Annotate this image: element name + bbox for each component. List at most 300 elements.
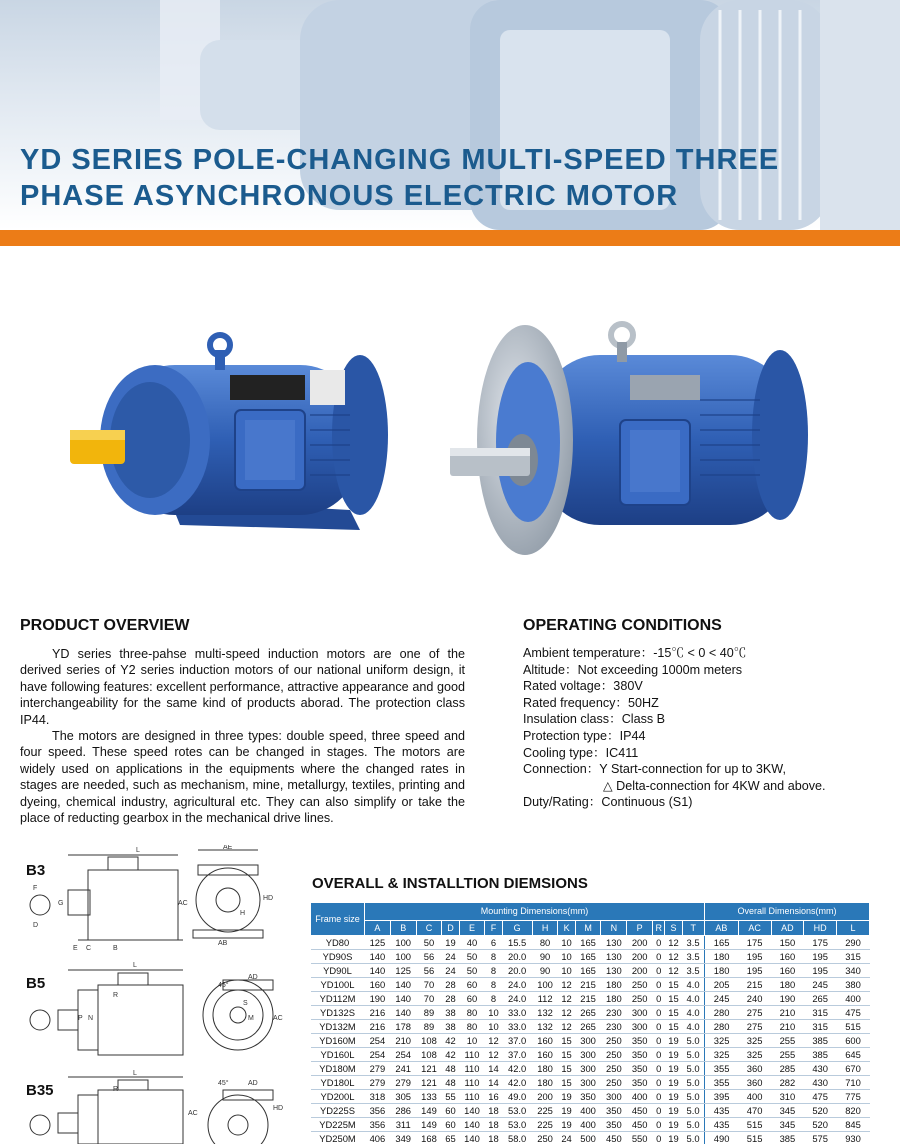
table-row xyxy=(311,1090,870,1104)
table-cell: 15 xyxy=(665,1006,682,1020)
table-cell: 450 xyxy=(627,1104,653,1118)
table-cell: 55 xyxy=(442,1090,459,1104)
column-header-d: D xyxy=(442,921,459,936)
table-cell: 18 xyxy=(485,1104,502,1118)
table-cell: 325 xyxy=(704,1034,738,1048)
table-cell: 175 xyxy=(804,936,837,950)
table-cell: 350 xyxy=(627,1034,653,1048)
overview-paragraph-1: YD series three-pahse multi-speed induction motors are one of the derived series of Y2 series induction motors of our national uniform design, it have following features: excellent performance, attractive appearance and good interchangeability for the same kind of products aborad. The protection class IP44. xyxy=(20,647,465,727)
column-header-m: M xyxy=(575,921,601,936)
table-cell: 15 xyxy=(558,1062,575,1076)
table-cell: 210 xyxy=(771,1020,804,1034)
table-cell: 38 xyxy=(442,1006,459,1020)
condition-protection: Protection type：IP44 xyxy=(523,728,646,743)
column-header-n: N xyxy=(601,921,627,936)
table-cell: 19 xyxy=(665,1062,682,1076)
table-cell: 140 xyxy=(365,964,391,978)
table-cell: 195 xyxy=(804,950,837,964)
table-row xyxy=(311,1020,870,1034)
table-cell: 350 xyxy=(627,1062,653,1076)
table-cell: 180 xyxy=(704,950,738,964)
table-row xyxy=(311,1132,870,1144)
table-cell: 12 xyxy=(665,964,682,978)
condition-connection: Connection：Y Start-connection for up to 3KW, xyxy=(523,762,786,777)
column-header-s: S xyxy=(665,921,682,936)
table-cell: 435 xyxy=(704,1104,738,1118)
table-cell: 130 xyxy=(601,936,627,950)
table-cell: 475 xyxy=(804,1090,837,1104)
table-cell: 40 xyxy=(459,936,485,950)
drawing-label-b35: B35 xyxy=(26,1082,54,1099)
table-cell: 215 xyxy=(575,992,601,1006)
table-cell: 190 xyxy=(771,992,804,1006)
table-cell: 265 xyxy=(575,1006,601,1020)
table-cell: 15 xyxy=(558,1048,575,1062)
frame-size-cell: YD180L xyxy=(311,1076,365,1090)
table-cell: 930 xyxy=(837,1132,870,1144)
table-cell: 575 xyxy=(804,1132,837,1144)
table-cell: 400 xyxy=(575,1118,601,1132)
table-cell: 175 xyxy=(738,936,771,950)
table-cell: 14 xyxy=(485,1062,502,1076)
table-cell: 254 xyxy=(365,1034,391,1048)
frame-size-cell: YD90S xyxy=(311,950,365,964)
table-cell: 12 xyxy=(665,936,682,950)
svg-text:G: G xyxy=(58,900,64,907)
table-cell: 195 xyxy=(804,964,837,978)
table-cell: 50 xyxy=(459,950,485,964)
table-cell: 53.0 xyxy=(502,1104,532,1118)
table-cell: 475 xyxy=(837,1006,870,1020)
condition-frequency: Rated frequency：50HZ xyxy=(523,695,659,710)
table-cell: 3.5 xyxy=(682,964,704,978)
svg-text:AC: AC xyxy=(273,1015,283,1022)
table-cell: 42 xyxy=(442,1048,459,1062)
table-cell: 12 xyxy=(665,950,682,964)
table-cell: 406 xyxy=(365,1132,391,1144)
table-cell: 132 xyxy=(532,1006,558,1020)
svg-text:AE: AE xyxy=(223,845,233,851)
table-cell: 210 xyxy=(390,1034,416,1048)
table-cell: 4.0 xyxy=(682,978,704,992)
table-cell: 100 xyxy=(390,936,416,950)
table-cell: 300 xyxy=(575,1062,601,1076)
table-cell: 0 xyxy=(653,964,665,978)
table-cell: 350 xyxy=(601,1104,627,1118)
table-cell: 130 xyxy=(601,950,627,964)
table-cell: 520 xyxy=(804,1118,837,1132)
condition-ambient: Ambient temperature：-15℃ < 0 < 40℃ xyxy=(523,646,747,660)
table-cell: 140 xyxy=(390,992,416,1006)
table-cell: 33.0 xyxy=(502,1006,532,1020)
table-cell: 400 xyxy=(575,1104,601,1118)
table-cell: 400 xyxy=(627,1090,653,1104)
table-cell: 90 xyxy=(532,950,558,964)
frame-size-cell: YD80 xyxy=(311,936,365,950)
table-cell: 80 xyxy=(532,936,558,950)
table-cell: 285 xyxy=(771,1062,804,1076)
table-cell: 19 xyxy=(442,936,459,950)
table-cell: 230 xyxy=(601,1006,627,1020)
table-cell: 19 xyxy=(665,1090,682,1104)
table-cell: 325 xyxy=(704,1048,738,1062)
table-cell: 210 xyxy=(771,1006,804,1020)
table-cell: 300 xyxy=(575,1034,601,1048)
svg-text:D: D xyxy=(33,922,39,929)
column-header-row xyxy=(311,921,870,936)
table-cell: 121 xyxy=(416,1062,442,1076)
table-cell: 140 xyxy=(390,978,416,992)
table-cell: 90 xyxy=(532,964,558,978)
table-cell: 110 xyxy=(459,1048,485,1062)
table-cell: 0 xyxy=(653,936,665,950)
table-cell: 20.0 xyxy=(502,950,532,964)
table-cell: 470 xyxy=(738,1104,771,1118)
svg-text:L: L xyxy=(133,1070,137,1077)
table-cell: 250 xyxy=(601,1062,627,1076)
table-cell: 265 xyxy=(804,992,837,1006)
column-header-ac: AC xyxy=(738,921,771,936)
table-cell: 380 xyxy=(837,978,870,992)
table-cell: 160 xyxy=(532,1034,558,1048)
table-cell: 33.0 xyxy=(502,1020,532,1034)
table-cell: 108 xyxy=(416,1034,442,1048)
table-cell: 315 xyxy=(804,1020,837,1034)
table-cell: 38 xyxy=(442,1020,459,1034)
table-cell: 280 xyxy=(704,1006,738,1020)
table-cell: 5.0 xyxy=(682,1062,704,1076)
column-header-k: K xyxy=(558,921,575,936)
table-row xyxy=(311,978,870,992)
table-cell: 12 xyxy=(558,1006,575,1020)
column-header-t: T xyxy=(682,921,704,936)
condition-cooling: Cooling type：IC411 xyxy=(523,745,639,760)
table-cell: 19 xyxy=(665,1076,682,1090)
condition-insulation: Insulation class：Class B xyxy=(523,712,666,727)
table-cell: 3.5 xyxy=(682,936,704,950)
table-cell: 216 xyxy=(365,1020,391,1034)
table-cell: 110 xyxy=(459,1076,485,1090)
table-cell: 48 xyxy=(442,1076,459,1090)
table-cell: 10 xyxy=(558,936,575,950)
table-cell: 8 xyxy=(485,992,502,1006)
table-cell: 5.0 xyxy=(682,1118,704,1132)
table-cell: 65 xyxy=(442,1132,459,1144)
table-cell: 290 xyxy=(837,936,870,950)
table-cell: 132 xyxy=(532,1020,558,1034)
table-cell: 0 xyxy=(653,1020,665,1034)
svg-text:L: L xyxy=(136,847,140,854)
drawing-label-b5: B5 xyxy=(26,975,46,992)
dimensions-table xyxy=(310,902,870,1144)
table-cell: 205 xyxy=(704,978,738,992)
dimensions-table-body xyxy=(311,936,870,1144)
svg-text:E: E xyxy=(73,945,78,952)
table-cell: 515 xyxy=(738,1118,771,1132)
table-cell: 230 xyxy=(601,1020,627,1034)
table-cell: 200 xyxy=(627,950,653,964)
drawing-label-b3: B3 xyxy=(26,862,46,879)
frame-size-cell: YD90L xyxy=(311,964,365,978)
table-cell: 15.5 xyxy=(502,936,532,950)
column-header-ad: AD xyxy=(771,921,804,936)
table-cell: 0 xyxy=(653,1104,665,1118)
table-cell: 8 xyxy=(485,950,502,964)
table-cell: 0 xyxy=(653,950,665,964)
table-cell: 5.0 xyxy=(682,1132,704,1144)
table-cell: 345 xyxy=(771,1104,804,1118)
table-cell: 435 xyxy=(704,1118,738,1132)
table-cell: 0 xyxy=(653,1048,665,1062)
table-cell: 8 xyxy=(485,978,502,992)
table-cell: 180 xyxy=(601,992,627,1006)
table-cell: 140 xyxy=(459,1104,485,1118)
table-cell: 125 xyxy=(365,936,391,950)
table-cell: 89 xyxy=(416,1006,442,1020)
table-cell: 24.0 xyxy=(502,992,532,1006)
table-cell: 80 xyxy=(459,1006,485,1020)
table-cell: 180 xyxy=(532,1076,558,1090)
table-cell: 195 xyxy=(738,964,771,978)
table-cell: 250 xyxy=(601,1048,627,1062)
table-cell: 12 xyxy=(558,1020,575,1034)
frame-size-cell: YD132S xyxy=(311,1006,365,1020)
condition-connection-delta: △ Delta-connection for 4KW and above. xyxy=(603,778,826,793)
table-cell: 60 xyxy=(459,992,485,1006)
table-cell: 400 xyxy=(837,992,870,1006)
table-cell: 0 xyxy=(653,1118,665,1132)
table-cell: 60 xyxy=(459,978,485,992)
table-cell: 300 xyxy=(627,1020,653,1034)
table-cell: 0 xyxy=(653,1132,665,1144)
table-cell: 140 xyxy=(390,1006,416,1020)
svg-text:45°: 45° xyxy=(218,982,229,989)
table-cell: 14 xyxy=(485,1076,502,1090)
table-cell: 20.0 xyxy=(502,964,532,978)
table-cell: 108 xyxy=(416,1048,442,1062)
table-cell: 200 xyxy=(532,1090,558,1104)
table-cell: 311 xyxy=(390,1118,416,1132)
table-cell: 200 xyxy=(627,964,653,978)
table-cell: 19 xyxy=(665,1118,682,1132)
table-cell: 4.0 xyxy=(682,1020,704,1034)
svg-text:F: F xyxy=(33,885,38,892)
table-cell: 360 xyxy=(738,1076,771,1090)
table-cell: 340 xyxy=(837,964,870,978)
operating-conditions-list xyxy=(523,645,893,811)
table-cell: 5.0 xyxy=(682,1034,704,1048)
table-cell: 3.5 xyxy=(682,950,704,964)
table-cell: 15 xyxy=(558,1076,575,1090)
table-cell: 250 xyxy=(532,1132,558,1144)
table-cell: 216 xyxy=(365,1006,391,1020)
frame-size-cell: YD225S xyxy=(311,1104,365,1118)
table-cell: 4.0 xyxy=(682,992,704,1006)
hero-banner xyxy=(0,0,900,230)
product-overview-text xyxy=(20,646,465,826)
table-cell: 240 xyxy=(738,992,771,1006)
table-cell: 8 xyxy=(485,964,502,978)
table-cell: 42.0 xyxy=(502,1062,532,1076)
table-cell: 0 xyxy=(653,1090,665,1104)
table-row xyxy=(311,950,870,964)
column-header-g: G xyxy=(502,921,532,936)
table-cell: 250 xyxy=(601,1034,627,1048)
table-cell: 121 xyxy=(416,1076,442,1090)
table-cell: 150 xyxy=(771,936,804,950)
table-cell: 0 xyxy=(653,1034,665,1048)
table-cell: 0 xyxy=(653,1076,665,1090)
table-cell: 500 xyxy=(575,1132,601,1144)
table-cell: 255 xyxy=(771,1048,804,1062)
table-cell: 315 xyxy=(804,1006,837,1020)
svg-text:AD: AD xyxy=(248,974,258,981)
table-cell: 180 xyxy=(601,978,627,992)
table-cell: 254 xyxy=(390,1048,416,1062)
operating-conditions-heading: OPERATING CONDITIONS xyxy=(523,617,722,634)
table-cell: 133 xyxy=(416,1090,442,1104)
table-cell: 12 xyxy=(558,992,575,1006)
table-cell: 845 xyxy=(837,1118,870,1132)
table-cell: 355 xyxy=(704,1062,738,1076)
table-cell: 28 xyxy=(442,992,459,1006)
svg-text:AC: AC xyxy=(188,1110,198,1117)
table-cell: 250 xyxy=(601,1076,627,1090)
table-cell: 310 xyxy=(771,1090,804,1104)
column-header-b: B xyxy=(390,921,416,936)
table-cell: 385 xyxy=(804,1048,837,1062)
table-cell: 670 xyxy=(837,1062,870,1076)
table-cell: 300 xyxy=(627,1006,653,1020)
table-row xyxy=(311,1062,870,1076)
table-cell: 0 xyxy=(653,978,665,992)
frame-size-header: Frame size xyxy=(311,903,365,936)
svg-text:AB: AB xyxy=(218,940,228,947)
column-header-f: F xyxy=(485,921,502,936)
table-cell: 149 xyxy=(416,1104,442,1118)
table-cell: 350 xyxy=(601,1118,627,1132)
table-cell: 286 xyxy=(390,1104,416,1118)
table-cell: 300 xyxy=(601,1090,627,1104)
table-cell: 89 xyxy=(416,1020,442,1034)
table-cell: 10 xyxy=(485,1006,502,1020)
table-cell: 345 xyxy=(771,1118,804,1132)
table-cell: 280 xyxy=(704,1020,738,1034)
column-header-r: R xyxy=(653,921,665,936)
svg-text:S: S xyxy=(243,1000,248,1007)
column-header-h: H xyxy=(532,921,558,936)
page-title-line-2: PHASE ASYNCHRONOUS ELECTRIC MOTOR xyxy=(20,180,679,212)
table-cell: 18 xyxy=(485,1118,502,1132)
table-cell: 19 xyxy=(558,1118,575,1132)
table-cell: 450 xyxy=(627,1118,653,1132)
condition-voltage: Rated voltage：380V xyxy=(523,679,643,694)
dimension-drawings xyxy=(18,845,293,1144)
table-cell: 515 xyxy=(837,1020,870,1034)
svg-text:M: M xyxy=(248,1015,254,1022)
table-cell: 5.0 xyxy=(682,1076,704,1090)
table-row xyxy=(311,1048,870,1062)
table-cell: 5.0 xyxy=(682,1090,704,1104)
table-cell: 24.0 xyxy=(502,978,532,992)
table-cell: 490 xyxy=(704,1132,738,1144)
table-cell: 15 xyxy=(665,1020,682,1034)
table-cell: 165 xyxy=(575,950,601,964)
table-cell: 160 xyxy=(771,964,804,978)
table-cell: 190 xyxy=(365,992,391,1006)
table-cell: 0 xyxy=(653,1006,665,1020)
table-cell: 600 xyxy=(837,1034,870,1048)
table-cell: 10 xyxy=(558,964,575,978)
table-cell: 200 xyxy=(627,936,653,950)
column-header-l: L xyxy=(837,921,870,936)
table-cell: 60 xyxy=(442,1104,459,1118)
table-cell: 350 xyxy=(575,1090,601,1104)
table-cell: 5.0 xyxy=(682,1048,704,1062)
table-row xyxy=(311,1076,870,1090)
table-row xyxy=(311,1118,870,1132)
mounting-dimensions-header: Mounting Dimensions(mm) xyxy=(365,903,705,921)
overview-paragraph-2: The motors are designed in three types: double speed, three speed and four speed. These speed rotes can be changed in stages. The motors are widely used on applications in the equipments where the changed rates in stages are needed, such as mechanism, mine, metallurgy, textiles, printing and dyeing, chemical industry, agricultural etc. They can also simplify or take the place of reducting gearbox in the mechanical drive lines. xyxy=(20,729,465,826)
table-cell: 6 xyxy=(485,936,502,950)
table-cell: 10 xyxy=(459,1034,485,1048)
table-cell: 15 xyxy=(665,992,682,1006)
svg-text:HD: HD xyxy=(273,1105,284,1112)
table-cell: 450 xyxy=(601,1132,627,1144)
table-cell: 12 xyxy=(485,1048,502,1062)
table-cell: 265 xyxy=(575,1020,601,1034)
condition-altitude: Altitude：Not exceeding 1000m meters xyxy=(523,662,743,677)
table-cell: 520 xyxy=(804,1104,837,1118)
table-cell: 160 xyxy=(532,1048,558,1062)
table-row xyxy=(311,992,870,1006)
table-cell: 645 xyxy=(837,1048,870,1062)
table-cell: 355 xyxy=(704,1076,738,1090)
table-cell: 315 xyxy=(837,950,870,964)
table-cell: 250 xyxy=(627,992,653,1006)
table-cell: 160 xyxy=(365,978,391,992)
table-cell: 279 xyxy=(365,1062,391,1076)
column-header-ab: AB xyxy=(704,921,738,936)
table-cell: 245 xyxy=(704,992,738,1006)
accent-bar xyxy=(0,230,900,246)
table-cell: 48 xyxy=(442,1062,459,1076)
table-cell: 349 xyxy=(390,1132,416,1144)
table-cell: 149 xyxy=(416,1118,442,1132)
table-cell: 250 xyxy=(627,978,653,992)
table-row xyxy=(311,1006,870,1020)
table-cell: 160 xyxy=(771,950,804,964)
table-cell: 49.0 xyxy=(502,1090,532,1104)
frame-size-cell: YD160M xyxy=(311,1034,365,1048)
table-cell: 19 xyxy=(665,1132,682,1144)
table-row xyxy=(311,1034,870,1048)
table-cell: 395 xyxy=(704,1090,738,1104)
table-cell: 0 xyxy=(653,1062,665,1076)
column-header-a: A xyxy=(365,921,391,936)
table-cell: 241 xyxy=(390,1062,416,1076)
table-cell: 19 xyxy=(558,1090,575,1104)
table-cell: 360 xyxy=(738,1062,771,1076)
table-cell: 350 xyxy=(627,1048,653,1062)
table-cell: 820 xyxy=(837,1104,870,1118)
condition-duty: Duty/Rating：Continuous (S1) xyxy=(523,795,693,810)
table-cell: 24 xyxy=(442,950,459,964)
table-cell: 710 xyxy=(837,1076,870,1090)
table-cell: 42 xyxy=(442,1034,459,1048)
table-cell: 350 xyxy=(627,1076,653,1090)
table-cell: 385 xyxy=(771,1132,804,1144)
